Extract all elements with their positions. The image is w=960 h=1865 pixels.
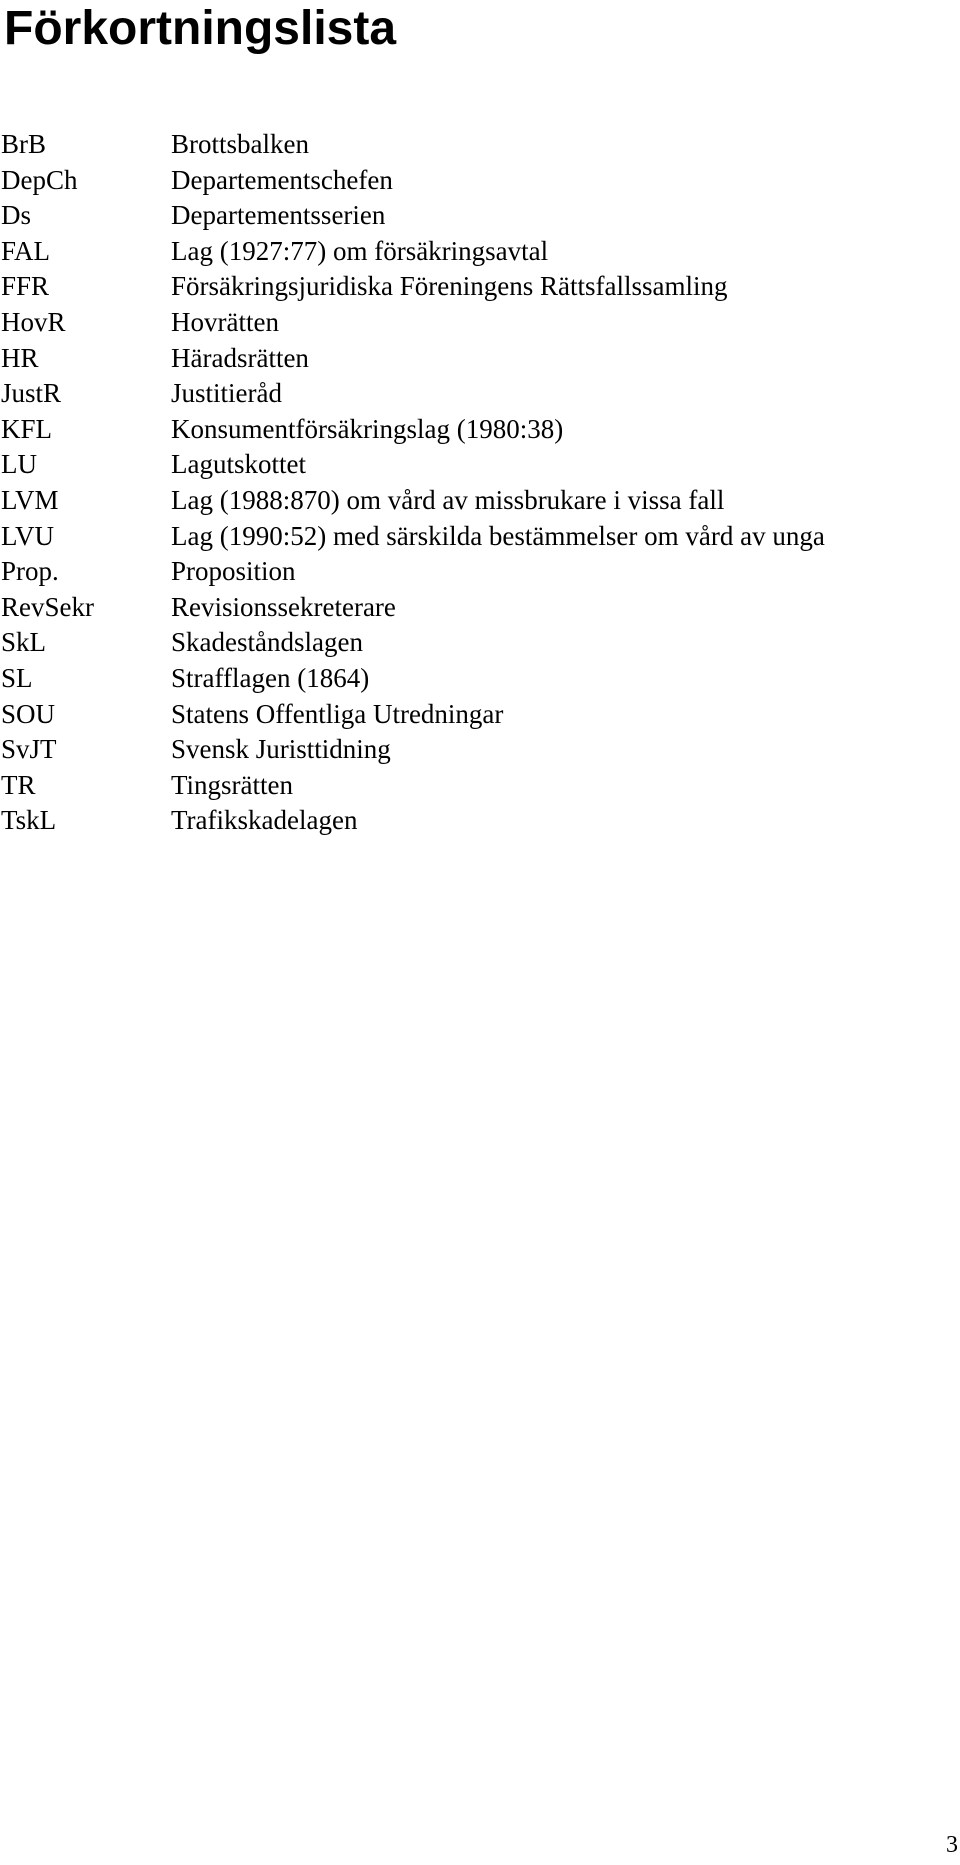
abbreviation-row	[1, 412, 951, 448]
abbreviation-meaning: Lag (1927:77) om försäkringsavtal	[171, 235, 549, 266]
abbreviation-meaning: Departementschefen	[171, 164, 393, 195]
abbreviation-row	[1, 519, 951, 555]
abbreviation-row	[1, 590, 951, 626]
abbreviation-row	[1, 554, 951, 590]
abbreviation-row	[1, 376, 951, 412]
abbreviation-meaning: Lag (1990:52) med särskilda bestämmelser om vård av unga	[171, 520, 825, 551]
abbreviation-code: BrB	[1, 129, 47, 159]
abbreviation-code: SL	[1, 662, 33, 693]
abbreviation-code: SOU	[1, 698, 56, 729]
abbreviation-row	[1, 234, 951, 270]
abbreviation-code: FAL	[1, 235, 51, 266]
abbreviation-row	[1, 483, 951, 519]
abbreviation-meaning: Häradsrätten	[171, 342, 309, 373]
abbreviation-row	[1, 697, 951, 733]
abbreviation-code: LVU	[1, 520, 55, 551]
page-number: 3	[946, 1832, 958, 1858]
abbreviation-code: TR	[1, 769, 36, 800]
abbreviation-meaning: Strafflagen (1864)	[171, 662, 370, 693]
abbreviation-code: JustR	[1, 378, 62, 409]
abbreviation-list	[1, 127, 951, 839]
abbreviation-row	[1, 768, 951, 804]
abbreviation-row	[1, 661, 951, 697]
abbreviation-code: LVM	[1, 484, 59, 515]
abbreviation-row	[1, 198, 951, 234]
abbreviation-row	[1, 269, 951, 305]
abbreviation-code: LU	[1, 449, 37, 480]
abbreviation-row	[1, 732, 951, 768]
abbreviation-meaning: Statens Offentliga Utredningar	[171, 698, 504, 729]
abbreviation-code: KFL	[1, 413, 53, 444]
page-title: Förkortningslista	[4, 2, 397, 55]
abbreviation-meaning: Försäkringsjuridiska Föreningens Rättsfallssamling	[171, 271, 728, 302]
abbreviation-meaning: Svensk Juristtidning	[171, 734, 391, 765]
abbreviation-row	[1, 305, 951, 341]
abbreviation-row	[1, 625, 951, 661]
abbreviation-row	[1, 163, 951, 199]
abbreviation-code: HR	[1, 342, 39, 373]
abbreviation-row	[1, 341, 951, 377]
abbreviation-meaning: Revisionssekreterare	[171, 591, 396, 622]
abbreviation-code: DepCh	[1, 164, 78, 195]
abbreviation-code: SkL	[1, 627, 47, 658]
abbreviation-meaning: Proposition	[171, 556, 296, 587]
abbreviation-row	[1, 127, 951, 163]
abbreviation-meaning: Lag (1988:870) om vård av missbrukare i vissa fall	[171, 484, 725, 515]
abbreviation-meaning: Skadeståndslagen	[171, 627, 363, 658]
abbreviation-meaning: Trafikskadelagen	[171, 805, 358, 836]
abbreviation-meaning: Brottsbalken	[171, 129, 309, 159]
abbreviation-meaning: Tingsrätten	[171, 769, 294, 800]
abbreviation-code: TskL	[1, 805, 57, 836]
abbreviation-meaning: Konsumentförsäkringslag (1980:38)	[171, 413, 564, 444]
abbreviation-row	[1, 447, 951, 483]
abbreviation-code: FFR	[1, 271, 50, 302]
abbreviation-code: HovR	[1, 306, 66, 337]
abbreviation-code: Prop.	[1, 556, 59, 587]
abbreviation-meaning: Departementsserien	[171, 200, 386, 231]
abbreviation-code: SvJT	[1, 734, 57, 765]
abbreviation-meaning: Hovrätten	[171, 306, 279, 337]
abbreviation-meaning: Justitieråd	[171, 378, 282, 409]
abbreviation-code: RevSekr	[1, 591, 94, 622]
abbreviation-code: Ds	[1, 200, 32, 231]
abbreviation-meaning: Lagutskottet	[171, 449, 306, 480]
abbreviation-row	[1, 803, 951, 839]
